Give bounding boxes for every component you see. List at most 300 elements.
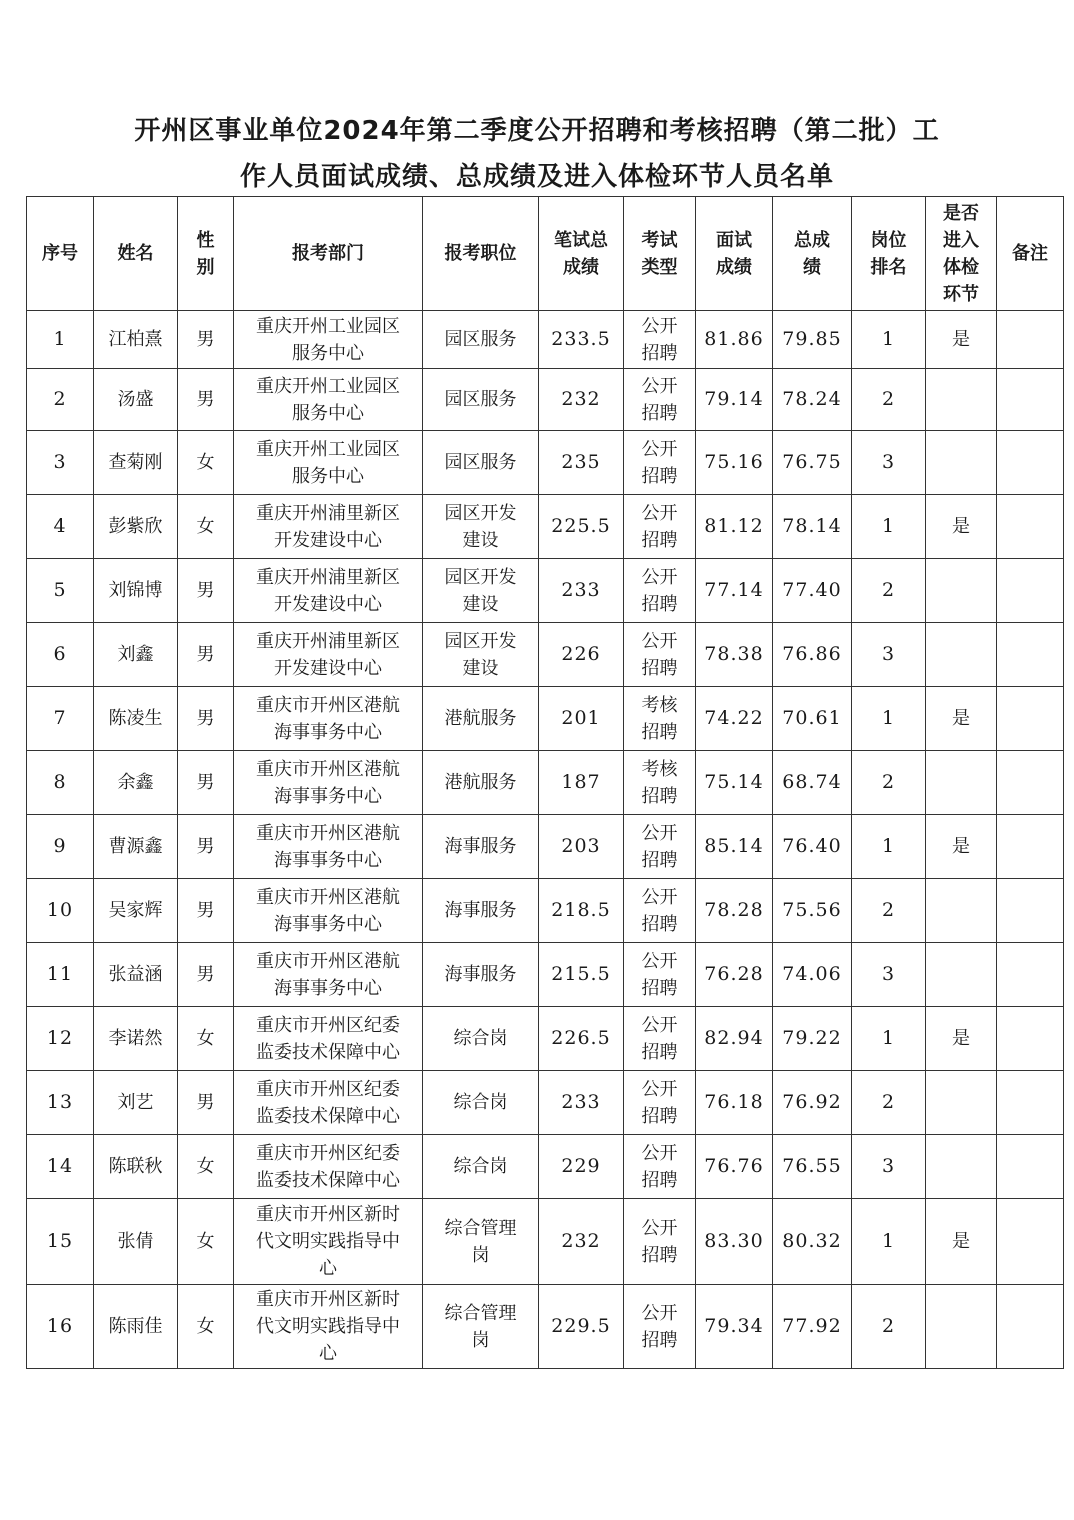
- cell-dept-line: 重庆开州工业园区: [256, 315, 400, 337]
- cell-name: 吴家辉: [94, 879, 178, 943]
- cell-dept-line: 监委技术保障中心: [256, 1169, 400, 1191]
- cell-dept-line: 代文明实践指导中: [256, 1231, 400, 1252]
- cell-dept-line: 重庆市开州区纪委: [256, 1078, 400, 1100]
- cell-interview: 77.14: [696, 559, 773, 623]
- cell-dept-line: 重庆市开州区港航: [256, 694, 400, 716]
- table-row: [27, 815, 1064, 879]
- cell-name: 刘锦博: [94, 559, 178, 623]
- cell-no: 16: [27, 1285, 94, 1369]
- cell-type: [624, 943, 696, 1007]
- cell-exam: [926, 751, 997, 815]
- cell-rank: 1: [852, 815, 926, 879]
- cell-gender: 男: [178, 311, 234, 369]
- header-no: [27, 197, 94, 311]
- cell-dept-line: 重庆市开州区港航: [256, 950, 400, 972]
- cell-type-line: 招聘: [641, 1041, 678, 1063]
- cell-post-line: 建设: [462, 593, 499, 615]
- cell-dept: [234, 623, 423, 687]
- table-row: [27, 369, 1064, 431]
- cell-type-line: 公开: [641, 1217, 678, 1239]
- cell-exam: [926, 623, 997, 687]
- cell-post: [423, 311, 539, 369]
- cell-type: [624, 1071, 696, 1135]
- cell-interview: 79.14: [696, 369, 773, 431]
- cell-written: 229.5: [539, 1285, 624, 1369]
- cell-total: 79.85: [773, 311, 852, 369]
- cell-written: 235: [539, 431, 624, 495]
- cell-dept: [234, 687, 423, 751]
- cell-name: 江柏熹: [94, 311, 178, 369]
- header-no-line: 序号: [42, 243, 78, 264]
- cell-gender: 男: [178, 943, 234, 1007]
- cell-name: 余鑫: [94, 751, 178, 815]
- cell-post: [423, 751, 539, 815]
- cell-dept-line: 海事事务中心: [274, 977, 382, 999]
- cell-type: [624, 815, 696, 879]
- cell-interview: 76.28: [696, 943, 773, 1007]
- header-exam-line: 进入: [943, 229, 979, 251]
- cell-type-line: 公开: [641, 1142, 678, 1164]
- cell-exam: [926, 1135, 997, 1199]
- header-interview-line: 成绩: [716, 256, 752, 278]
- cell-post: [423, 369, 539, 431]
- cell-type-line: 招聘: [641, 657, 678, 679]
- cell-type: [624, 1285, 696, 1369]
- cell-dept-line: 代文明实践指导中: [256, 1316, 400, 1337]
- cell-interview: 79.34: [696, 1285, 773, 1369]
- cell-dept-line: 重庆市开州区纪委: [256, 1014, 400, 1036]
- cell-exam: [926, 1285, 997, 1369]
- cell-gender: 男: [178, 687, 234, 751]
- cell-total: 74.06: [773, 943, 852, 1007]
- cell-post-line: 海事服务: [444, 964, 517, 985]
- cell-type-line: 招聘: [641, 1244, 678, 1266]
- cell-type-line: 招聘: [641, 785, 678, 807]
- cell-rank: 1: [852, 1007, 926, 1071]
- cell-type-line: 公开: [641, 375, 678, 397]
- cell-name: 曹源鑫: [94, 815, 178, 879]
- table-row: [27, 495, 1064, 559]
- cell-rank: 2: [852, 751, 926, 815]
- cell-dept-line: 开发建设中心: [274, 657, 382, 679]
- cell-gender: 男: [178, 751, 234, 815]
- cell-post: [423, 815, 539, 879]
- cell-no: 15: [27, 1199, 94, 1285]
- cell-type-line: 公开: [641, 566, 678, 588]
- cell-note: [997, 1199, 1064, 1285]
- cell-rank: 3: [852, 431, 926, 495]
- cell-dept-line: 海事事务中心: [274, 721, 382, 743]
- cell-post-line: 园区开发: [444, 502, 517, 524]
- header-post: [423, 197, 539, 311]
- cell-dept: [234, 1007, 423, 1071]
- cell-type-line: 公开: [641, 438, 678, 460]
- cell-note: [997, 943, 1064, 1007]
- cell-no: 8: [27, 751, 94, 815]
- cell-post-line: 海事服务: [444, 900, 517, 921]
- cell-type-line: 考核: [641, 758, 678, 780]
- cell-written: 215.5: [539, 943, 624, 1007]
- cell-post: [423, 431, 539, 495]
- header-note: [997, 197, 1064, 311]
- cell-post: [423, 943, 539, 1007]
- cell-dept-line: 海事事务中心: [274, 849, 382, 871]
- cell-name: 李诺然: [94, 1007, 178, 1071]
- cell-post-line: 港航服务: [444, 708, 517, 729]
- cell-no: 2: [27, 369, 94, 431]
- header-rank-line: 排名: [870, 256, 907, 278]
- header-dept-line: 报考部门: [292, 243, 364, 264]
- cell-interview: 82.94: [696, 1007, 773, 1071]
- cell-total: 80.32: [773, 1199, 852, 1285]
- cell-gender: 女: [178, 431, 234, 495]
- cell-interview: 76.18: [696, 1071, 773, 1135]
- cell-dept: [234, 495, 423, 559]
- cell-name: 查菊刚: [94, 431, 178, 495]
- cell-exam: [926, 943, 997, 1007]
- cell-dept: [234, 1135, 423, 1199]
- cell-interview: 74.22: [696, 687, 773, 751]
- cell-total: 76.92: [773, 1071, 852, 1135]
- cell-exam: 是: [926, 495, 997, 559]
- table-row: [27, 559, 1064, 623]
- cell-written: 226.5: [539, 1007, 624, 1071]
- cell-no: 4: [27, 495, 94, 559]
- cell-dept-line: 重庆市开州区新时: [256, 1289, 400, 1310]
- table-row: [27, 751, 1064, 815]
- cell-name: 陈雨佳: [94, 1285, 178, 1369]
- table-row: [27, 1071, 1064, 1135]
- cell-rank: 2: [852, 1071, 926, 1135]
- cell-type-line: 公开: [641, 950, 678, 972]
- cell-post: [423, 559, 539, 623]
- title-line-2: 作人员面试成绩、总成绩及进入体检环节人员名单: [239, 162, 834, 192]
- header-type: [624, 197, 696, 311]
- table-row: [27, 431, 1064, 495]
- cell-no: 13: [27, 1071, 94, 1135]
- cell-interview: 78.38: [696, 623, 773, 687]
- cell-note: [997, 1071, 1064, 1135]
- cell-dept: [234, 311, 423, 369]
- header-type-line: 考试: [641, 229, 678, 251]
- title-line-1: 开州区事业单位2024年第二季度公开招聘和考核招聘（第二批）工: [134, 116, 940, 146]
- table-row: [27, 687, 1064, 751]
- cell-dept-line: 服务中心: [292, 402, 364, 424]
- cell-post-line: 园区开发: [444, 630, 517, 652]
- cell-dept: [234, 879, 423, 943]
- cell-rank: 2: [852, 559, 926, 623]
- cell-name: 彭紫欣: [94, 495, 178, 559]
- table-row: [27, 879, 1064, 943]
- cell-dept-line: 监委技术保障中心: [256, 1041, 400, 1063]
- cell-written: 203: [539, 815, 624, 879]
- cell-post-line: 岗: [471, 1329, 490, 1351]
- header-note-line: 备注: [1012, 243, 1048, 264]
- cell-dept: [234, 1199, 423, 1285]
- cell-post-line: 综合管理: [444, 1217, 517, 1239]
- cell-dept-line: 重庆开州浦里新区: [256, 630, 400, 652]
- cell-no: 1: [27, 311, 94, 369]
- cell-rank: 2: [852, 369, 926, 431]
- cell-type-line: 招聘: [641, 342, 678, 364]
- cell-rank: 1: [852, 1199, 926, 1285]
- results-table: [26, 196, 1064, 1369]
- cell-type-line: 招聘: [641, 593, 678, 615]
- header-total: [773, 197, 852, 311]
- header-exam-line: 体检: [943, 256, 979, 278]
- cell-name: 张倩: [94, 1199, 178, 1285]
- cell-name: 陈凌生: [94, 687, 178, 751]
- cell-type: [624, 879, 696, 943]
- header-exam-line: 是否: [943, 202, 979, 224]
- cell-dept-line: 心: [319, 1343, 337, 1364]
- header-name: [94, 197, 178, 311]
- cell-type-line: 招聘: [641, 529, 678, 551]
- header-interview-line: 面试: [716, 229, 752, 251]
- cell-post-line: 园区服务: [444, 329, 517, 350]
- cell-note: [997, 311, 1064, 369]
- cell-no: 6: [27, 623, 94, 687]
- table-row: [27, 943, 1064, 1007]
- header-type-line: 类型: [641, 256, 678, 278]
- cell-note: [997, 687, 1064, 751]
- cell-dept-line: 心: [319, 1258, 337, 1279]
- cell-rank: 1: [852, 495, 926, 559]
- cell-note: [997, 495, 1064, 559]
- cell-note: [997, 623, 1064, 687]
- cell-type: [624, 369, 696, 431]
- cell-no: 12: [27, 1007, 94, 1071]
- cell-total: 76.55: [773, 1135, 852, 1199]
- cell-no: 10: [27, 879, 94, 943]
- cell-gender: 男: [178, 879, 234, 943]
- cell-total: 75.56: [773, 879, 852, 943]
- cell-rank: 2: [852, 1285, 926, 1369]
- cell-gender: 女: [178, 1007, 234, 1071]
- cell-post-line: 港航服务: [444, 772, 517, 793]
- cell-written: 218.5: [539, 879, 624, 943]
- cell-dept-line: 开发建设中心: [274, 529, 382, 551]
- cell-post: [423, 1135, 539, 1199]
- cell-interview: 85.14: [696, 815, 773, 879]
- cell-dept: [234, 751, 423, 815]
- cell-type: [624, 1199, 696, 1285]
- cell-dept-line: 开发建设中心: [274, 593, 382, 615]
- cell-dept-line: 重庆市开州区纪委: [256, 1142, 400, 1164]
- cell-total: 70.61: [773, 687, 852, 751]
- cell-written: 233.5: [539, 311, 624, 369]
- cell-written: 232: [539, 369, 624, 431]
- cell-exam: 是: [926, 815, 997, 879]
- cell-total: 77.92: [773, 1285, 852, 1369]
- cell-no: 7: [27, 687, 94, 751]
- cell-type-line: 招聘: [641, 977, 678, 999]
- cell-note: [997, 1285, 1064, 1369]
- cell-dept-line: 海事事务中心: [274, 785, 382, 807]
- table-body: [27, 311, 1064, 1369]
- cell-post-line: 园区开发: [444, 566, 517, 588]
- cell-post: [423, 879, 539, 943]
- cell-dept-line: 服务中心: [292, 465, 364, 487]
- cell-rank: 2: [852, 879, 926, 943]
- cell-post-line: 综合岗: [453, 1092, 508, 1113]
- header-gender: [178, 197, 234, 311]
- cell-type-line: 公开: [641, 1078, 678, 1100]
- header-total-line: 总成: [794, 229, 830, 251]
- cell-type-line: 招聘: [641, 1169, 678, 1191]
- table-row: [27, 623, 1064, 687]
- table-row: [27, 1285, 1064, 1369]
- cell-type: [624, 431, 696, 495]
- cell-type: [624, 751, 696, 815]
- cell-total: 76.86: [773, 623, 852, 687]
- table-row: [27, 1007, 1064, 1071]
- cell-type-line: 招聘: [641, 1329, 678, 1351]
- cell-no: 9: [27, 815, 94, 879]
- document-title: [0, 108, 1074, 200]
- cell-dept-line: 监委技术保障中心: [256, 1105, 400, 1127]
- cell-total: 78.24: [773, 369, 852, 431]
- cell-no: 5: [27, 559, 94, 623]
- header-written-line: 笔试总: [554, 229, 608, 251]
- cell-note: [997, 815, 1064, 879]
- cell-post: [423, 1071, 539, 1135]
- cell-exam: [926, 369, 997, 431]
- cell-total: 76.40: [773, 815, 852, 879]
- cell-dept: [234, 943, 423, 1007]
- cell-interview: 78.28: [696, 879, 773, 943]
- header-row: [27, 197, 1064, 311]
- cell-dept-line: 重庆市开州区港航: [256, 886, 400, 908]
- cell-gender: 男: [178, 369, 234, 431]
- cell-post: [423, 495, 539, 559]
- table-row: [27, 311, 1064, 369]
- cell-name: 张益涵: [94, 943, 178, 1007]
- header-gender-line: 性: [196, 229, 215, 251]
- cell-exam: 是: [926, 1007, 997, 1071]
- cell-dept: [234, 1285, 423, 1369]
- cell-dept-line: 重庆开州浦里新区: [256, 566, 400, 588]
- cell-gender: 男: [178, 815, 234, 879]
- cell-note: [997, 879, 1064, 943]
- cell-written: 233: [539, 1071, 624, 1135]
- header-total-line: 绩: [803, 256, 821, 278]
- cell-post: [423, 1199, 539, 1285]
- cell-dept: [234, 369, 423, 431]
- cell-type-line: 招聘: [641, 913, 678, 935]
- cell-name: 陈联秋: [94, 1135, 178, 1199]
- header-rank: [852, 197, 926, 311]
- cell-type-line: 公开: [641, 886, 678, 908]
- cell-name: 刘鑫: [94, 623, 178, 687]
- table-row: [27, 1199, 1064, 1285]
- cell-dept: [234, 559, 423, 623]
- cell-type-line: 公开: [641, 502, 678, 524]
- cell-dept-line: 重庆开州浦里新区: [256, 502, 400, 524]
- cell-type-line: 招聘: [641, 849, 678, 871]
- cell-type-line: 公开: [641, 630, 678, 652]
- cell-rank: 1: [852, 311, 926, 369]
- cell-type-line: 招聘: [641, 465, 678, 487]
- cell-type: [624, 1007, 696, 1071]
- header-post-line: 报考职位: [444, 243, 517, 264]
- cell-note: [997, 559, 1064, 623]
- cell-gender: 女: [178, 495, 234, 559]
- cell-post-line: 综合岗: [453, 1156, 508, 1177]
- cell-post: [423, 1285, 539, 1369]
- cell-post-line: 建设: [462, 657, 499, 679]
- cell-type: [624, 687, 696, 751]
- cell-dept-line: 重庆开州工业园区: [256, 375, 400, 397]
- cell-post-line: 海事服务: [444, 836, 517, 857]
- cell-note: [997, 369, 1064, 431]
- cell-type-line: 招聘: [641, 1105, 678, 1127]
- cell-written: 233: [539, 559, 624, 623]
- cell-type-line: 公开: [641, 1302, 678, 1324]
- cell-gender: 女: [178, 1135, 234, 1199]
- cell-gender: 男: [178, 1071, 234, 1135]
- cell-note: [997, 431, 1064, 495]
- cell-rank: 3: [852, 943, 926, 1007]
- header-interview: [696, 197, 773, 311]
- cell-name: 汤盛: [94, 369, 178, 431]
- header-dept: [234, 197, 423, 311]
- cell-exam: [926, 431, 997, 495]
- cell-written: 232: [539, 1199, 624, 1285]
- cell-dept-line: 重庆市开州区港航: [256, 822, 400, 844]
- cell-dept-line: 重庆市开州区新时: [256, 1204, 400, 1225]
- cell-rank: 1: [852, 687, 926, 751]
- cell-exam: 是: [926, 311, 997, 369]
- cell-exam: [926, 1071, 997, 1135]
- cell-type: [624, 623, 696, 687]
- cell-written: 226: [539, 623, 624, 687]
- cell-total: 77.40: [773, 559, 852, 623]
- cell-no: 14: [27, 1135, 94, 1199]
- cell-note: [997, 751, 1064, 815]
- cell-post-line: 园区服务: [444, 389, 517, 410]
- cell-post-line: 综合岗: [453, 1028, 508, 1049]
- cell-written: 229: [539, 1135, 624, 1199]
- cell-exam: [926, 879, 997, 943]
- cell-rank: 3: [852, 623, 926, 687]
- cell-dept-line: 服务中心: [292, 342, 364, 364]
- cell-total: 76.75: [773, 431, 852, 495]
- cell-no: 3: [27, 431, 94, 495]
- cell-post-line: 园区服务: [444, 452, 517, 473]
- cell-note: [997, 1135, 1064, 1199]
- cell-dept: [234, 1071, 423, 1135]
- cell-gender: 女: [178, 1285, 234, 1369]
- cell-type-line: 公开: [641, 315, 678, 337]
- header-rank-line: 岗位: [870, 229, 907, 251]
- cell-gender: 男: [178, 559, 234, 623]
- cell-interview: 83.30: [696, 1199, 773, 1285]
- cell-written: 187: [539, 751, 624, 815]
- cell-interview: 75.16: [696, 431, 773, 495]
- header-name-line: 姓名: [117, 243, 154, 264]
- cell-name: 刘艺: [94, 1071, 178, 1135]
- header-gender-line: 别: [196, 256, 215, 278]
- cell-dept-line: 重庆开州工业园区: [256, 438, 400, 460]
- cell-total: 78.14: [773, 495, 852, 559]
- cell-interview: 75.14: [696, 751, 773, 815]
- cell-type: [624, 495, 696, 559]
- cell-total: 68.74: [773, 751, 852, 815]
- header-exam: [926, 197, 997, 311]
- cell-post-line: 岗: [471, 1244, 490, 1266]
- cell-post: [423, 687, 539, 751]
